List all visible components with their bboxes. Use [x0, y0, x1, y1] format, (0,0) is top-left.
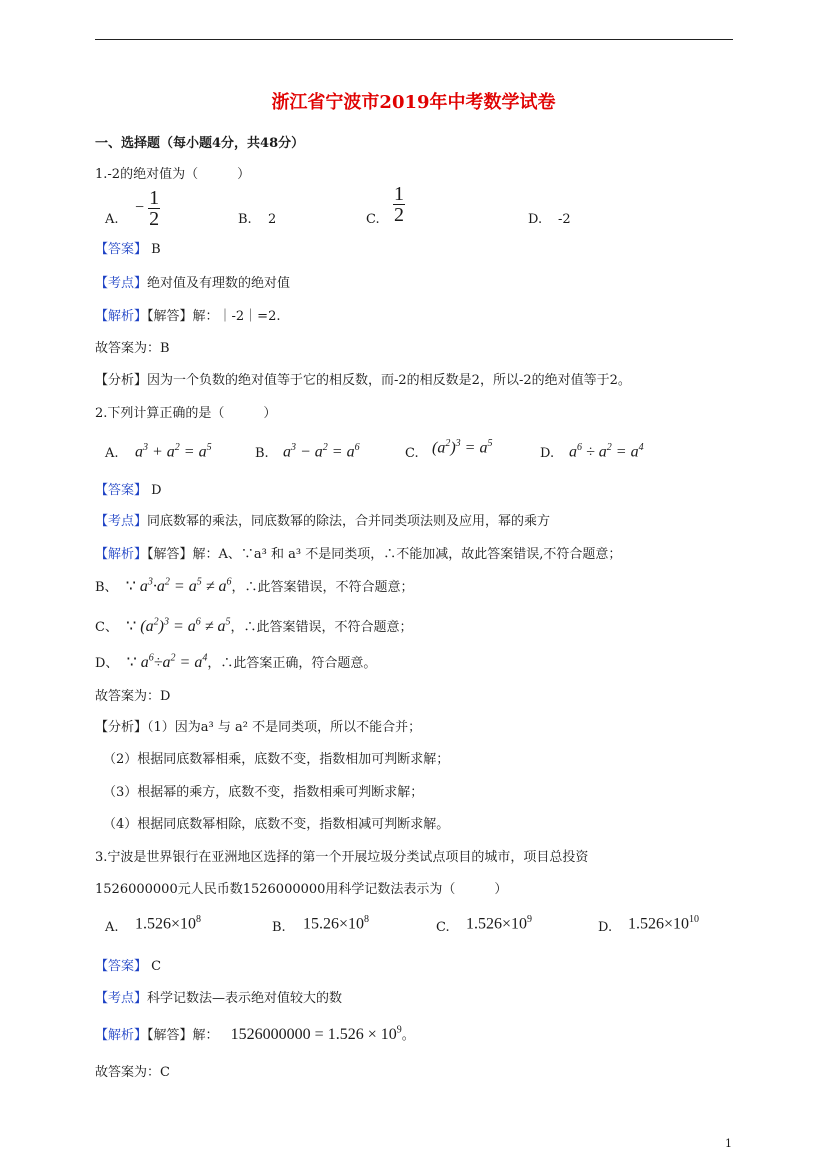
section-heading: 一、选择题（每小题4分，共48分） — [95, 136, 305, 151]
q2-point: 【考点】同底数幂的乘法，同底数幂的除法，合并同类项法则及应用，幂的乘方 — [95, 514, 551, 529]
q3-answer: 【答案】 C — [95, 959, 162, 974]
q3-final: 故答案为：C — [95, 1065, 170, 1080]
q1-final: 故答案为：B — [95, 341, 170, 356]
q1-point: 【考点】绝对值及有理数的绝对值 — [95, 276, 291, 291]
denominator: 2 — [394, 204, 404, 226]
q3-point: 【考点】科学记数法—表示绝对值较大的数 — [95, 991, 343, 1006]
q3-stem-line1: 3.宁波是世界银行在亚洲地区选择的第一个开展垃圾分类试点项目的城市，项目总投资 — [95, 850, 589, 865]
q3-stem-line2: 1526000000元人民币数1526000000用科学记数法表示为（ ） — [95, 882, 508, 897]
q3-option-b-label: B. — [272, 920, 286, 935]
q2-line-d: D、 ∵ $a^6\div a^2 = a^4$，∴此答案正确，符合题意。 — [95, 652, 377, 671]
header-rule — [95, 39, 733, 40]
q3-option-d-formula: $1.526\times 10^{10}$ — [628, 914, 700, 933]
q2-stem: 2.下列计算正确的是（ ） — [95, 406, 277, 421]
q1-option-c-label: C. — [366, 212, 380, 227]
q3-analysis: 【解析】【解答】解： $1526000000 = 1.526 \times 10^9$。 — [95, 1024, 415, 1043]
q2-fenxi-3: （3）根据幂的乘方，底数不变，指数相乘可判断求解； — [103, 785, 424, 800]
q1-option-c — [393, 184, 405, 225]
q3-option-c-formula: $1.526\times 10^9$ — [466, 914, 533, 933]
page-title: 浙江省宁波市2019年中考数学试卷 — [271, 92, 556, 113]
q2-option-a-label: A. — [105, 446, 119, 461]
q2-fenxi-2: （2）根据同底数幂相乘，底数不变，指数相加可判断求解； — [103, 752, 450, 767]
q1-option-a-fraction — [148, 188, 160, 229]
q3-option-d-label: D. — [598, 920, 613, 935]
numerator: 1 — [394, 183, 404, 205]
q1-option-b: 2 — [268, 212, 277, 227]
denominator: 2 — [149, 208, 160, 230]
q2-fenxi: 【分析】（1）因为a³ 与 a² 不是同类项，所以不能合并； — [95, 720, 422, 735]
q2-option-b-formula: $a^3 - a^2 = a^6$ — [283, 442, 360, 461]
q1-stem: 1.-2的绝对值为（ ） — [95, 167, 251, 182]
q2-option-c-label: C. — [405, 446, 419, 461]
q1-analysis: 【解析】【解答】解：｜-2｜=2. — [95, 309, 281, 324]
q2-analysis: 【解析】【解答】解：A、∵a³ 和 a³ 不是同类项，∴不能加减，故此答案错误,不符合题意； — [95, 547, 622, 562]
q3-option-a-label: A. — [105, 920, 119, 935]
q2-option-d-formula: $a^6 \div a^2 = a^4$ — [569, 442, 644, 461]
q1-answer: 【答案】 B — [95, 242, 161, 257]
page-number: 1 — [725, 1137, 732, 1150]
q1-fenxi: 【分析】因为一个负数的绝对值等于它的相反数，而-2的相反数是2，所以-2的绝对值等于2。 — [95, 373, 631, 388]
q1-option-d: -2 — [558, 212, 571, 227]
q1-option-b-label: B. — [238, 212, 252, 227]
q2-option-d-label: D. — [540, 446, 555, 461]
q1-option-c-fraction — [393, 184, 405, 225]
q2-answer: 【答案】 D — [95, 483, 162, 498]
q2-fenxi-4: （4）根据同底数幂相除，底数不变，指数相减可判断求解。 — [103, 817, 450, 832]
q2-option-b-label: B. — [255, 446, 269, 461]
q3-option-a-formula: $1.526\times 10^8$ — [135, 914, 202, 933]
q2-line-c: C、 ∵ $(a^2)^3 = a^6 \ne a^5$，∴此答案错误，不符合题意； — [95, 616, 413, 635]
q3-option-c-label: C. — [436, 920, 450, 935]
numerator: 1 — [149, 187, 160, 209]
q1-option-a-label: A. — [105, 212, 119, 227]
q3-option-b-formula: $15.26\times 10^8$ — [303, 914, 370, 933]
q1-option-a — [135, 188, 160, 229]
q1-option-d-label: D. — [528, 212, 543, 227]
q2-option-c-formula: $(a^2)^3 = a^5$ — [432, 438, 493, 457]
q2-line-b: B、 ∵ $a^3\cdot a^2 = a^5 \ne a^6$，∴此答案错误，不符合题意； — [95, 576, 414, 595]
q2-option-a-formula: $a^3 + a^2 = a^5$ — [135, 442, 212, 461]
q1-option-a-sign: − — [135, 199, 145, 216]
q2-final: 故答案为：D — [95, 689, 171, 704]
